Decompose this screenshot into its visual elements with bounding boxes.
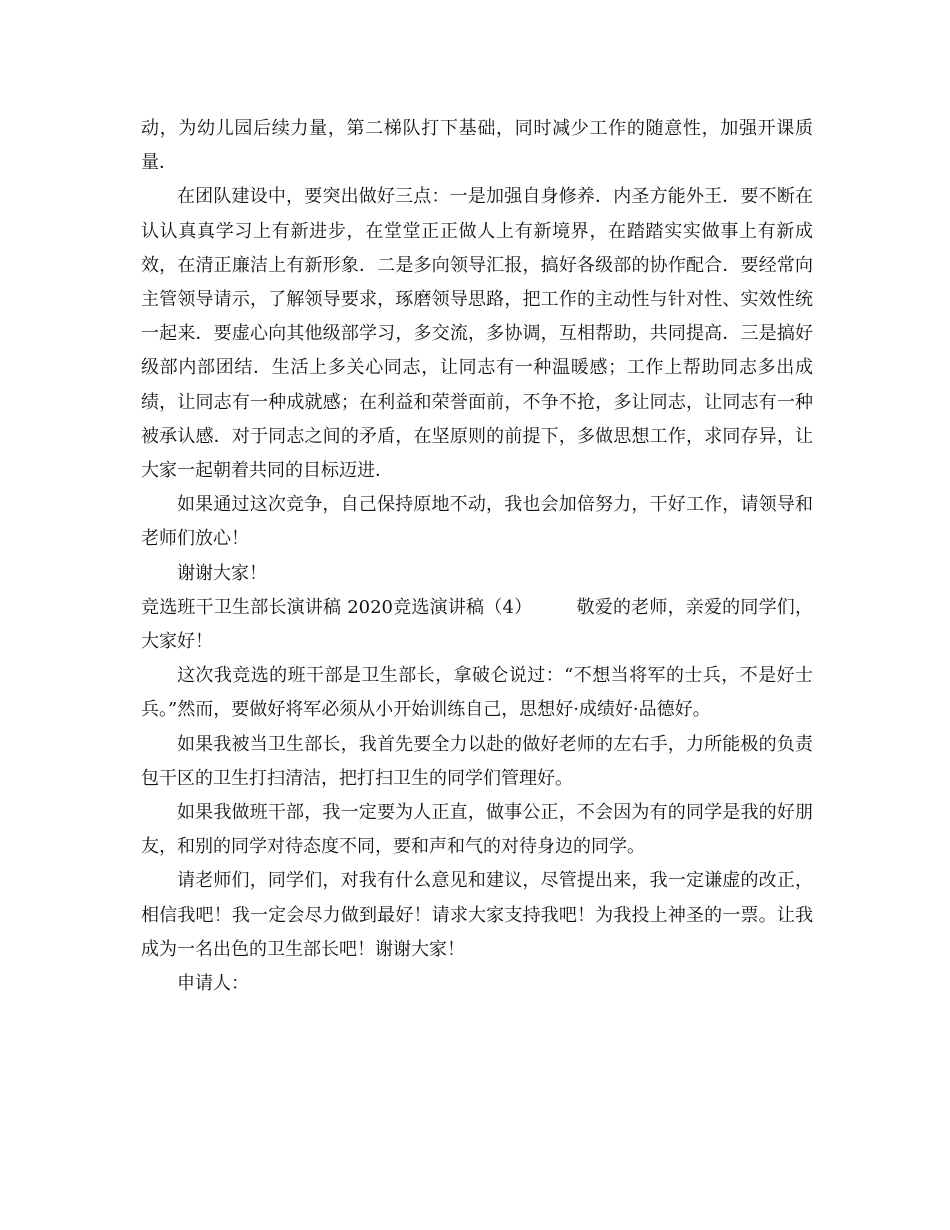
paragraph-thanks: 谢谢大家！: [177, 562, 267, 584]
paragraph-team-building: 在团队建设中，要突出做好三点：一是加强自身修养．内圣方能外王．要不断在认认真真学习上有新进步，在堂堂正正做人上有新境界，在踏踏实实做事上有新成效，在清正廉洁上有新形象．二是多向领导汇报，搞好各级部的协作配合．要经常向主管领导请示，了解领导要求，琢磨领导思路，把工作的主动性与针对性、实效性统一起来．要虚心向其他级部学习，多交流，多协调，互相帮助，共同提高．三是搞好级部内部团结．生活上多关心同志，让同志有一种温暖感；工作上帮助同志多出成绩，让同志有一种成就感；在利益和荣誉面前，不争不抢，多让同志，让同志有一种被承认感．对于同志之间的矛盾，在坚原则的前提下，多做思想工作，求同存异，让大家一起朝着共同的目标迈进．: [141, 186, 813, 482]
paragraph-appeal: 请老师们，同学们，对我有什么意见和建议，尽管提出来，我一定谦虚的改正，相信我吧！我一定会尽力做到最好！请求大家支持我吧！为我投上神圣的一票。让我成为一名出色的卫生部长吧！谢谢大家！: [141, 870, 813, 960]
paragraph-duties: 如果我被当卫生部长，我首先要全力以赴的做好老师的左右手，力所能极的负责包干区的卫生打扫清洁，把打扫卫生的同学们管理好。: [141, 733, 813, 789]
paragraph-fairness: 如果我做班干部，我一定要为人正直，做事公正，不会因为有的同学是我的好朋友，和别的同学对待态度不同，要和声和气的对待身边的同学。: [141, 802, 813, 858]
paragraph-commitment: 如果通过这次竞争，自己保持原地不动，我也会加倍努力，干好工作，请领导和老师们放心！: [141, 494, 813, 550]
paragraph-candidacy: 这次我竞选的班干部是卫生部长，拿破仑说过：“不想当将军的士兵，不是好士兵。”然而，要做好将军必须从小开始训练自己，思想好·成绩好·品德好。: [141, 665, 813, 721]
speech-greeting: 敬爱的老师，亲爱的同学们，大家好！: [141, 596, 814, 653]
speech-title: 竞选班干卫生部长演讲稿 2020竞选演讲稿（4）: [141, 596, 533, 618]
speech-heading-line: [141, 591, 813, 659]
paragraph-continuation: 动，为幼儿园后续力量，第二梯队打下基础，同时减少工作的随意性，加强开课质量．: [141, 118, 813, 174]
document-body: [141, 112, 813, 1001]
applicant-line: 申请人：: [177, 973, 249, 995]
